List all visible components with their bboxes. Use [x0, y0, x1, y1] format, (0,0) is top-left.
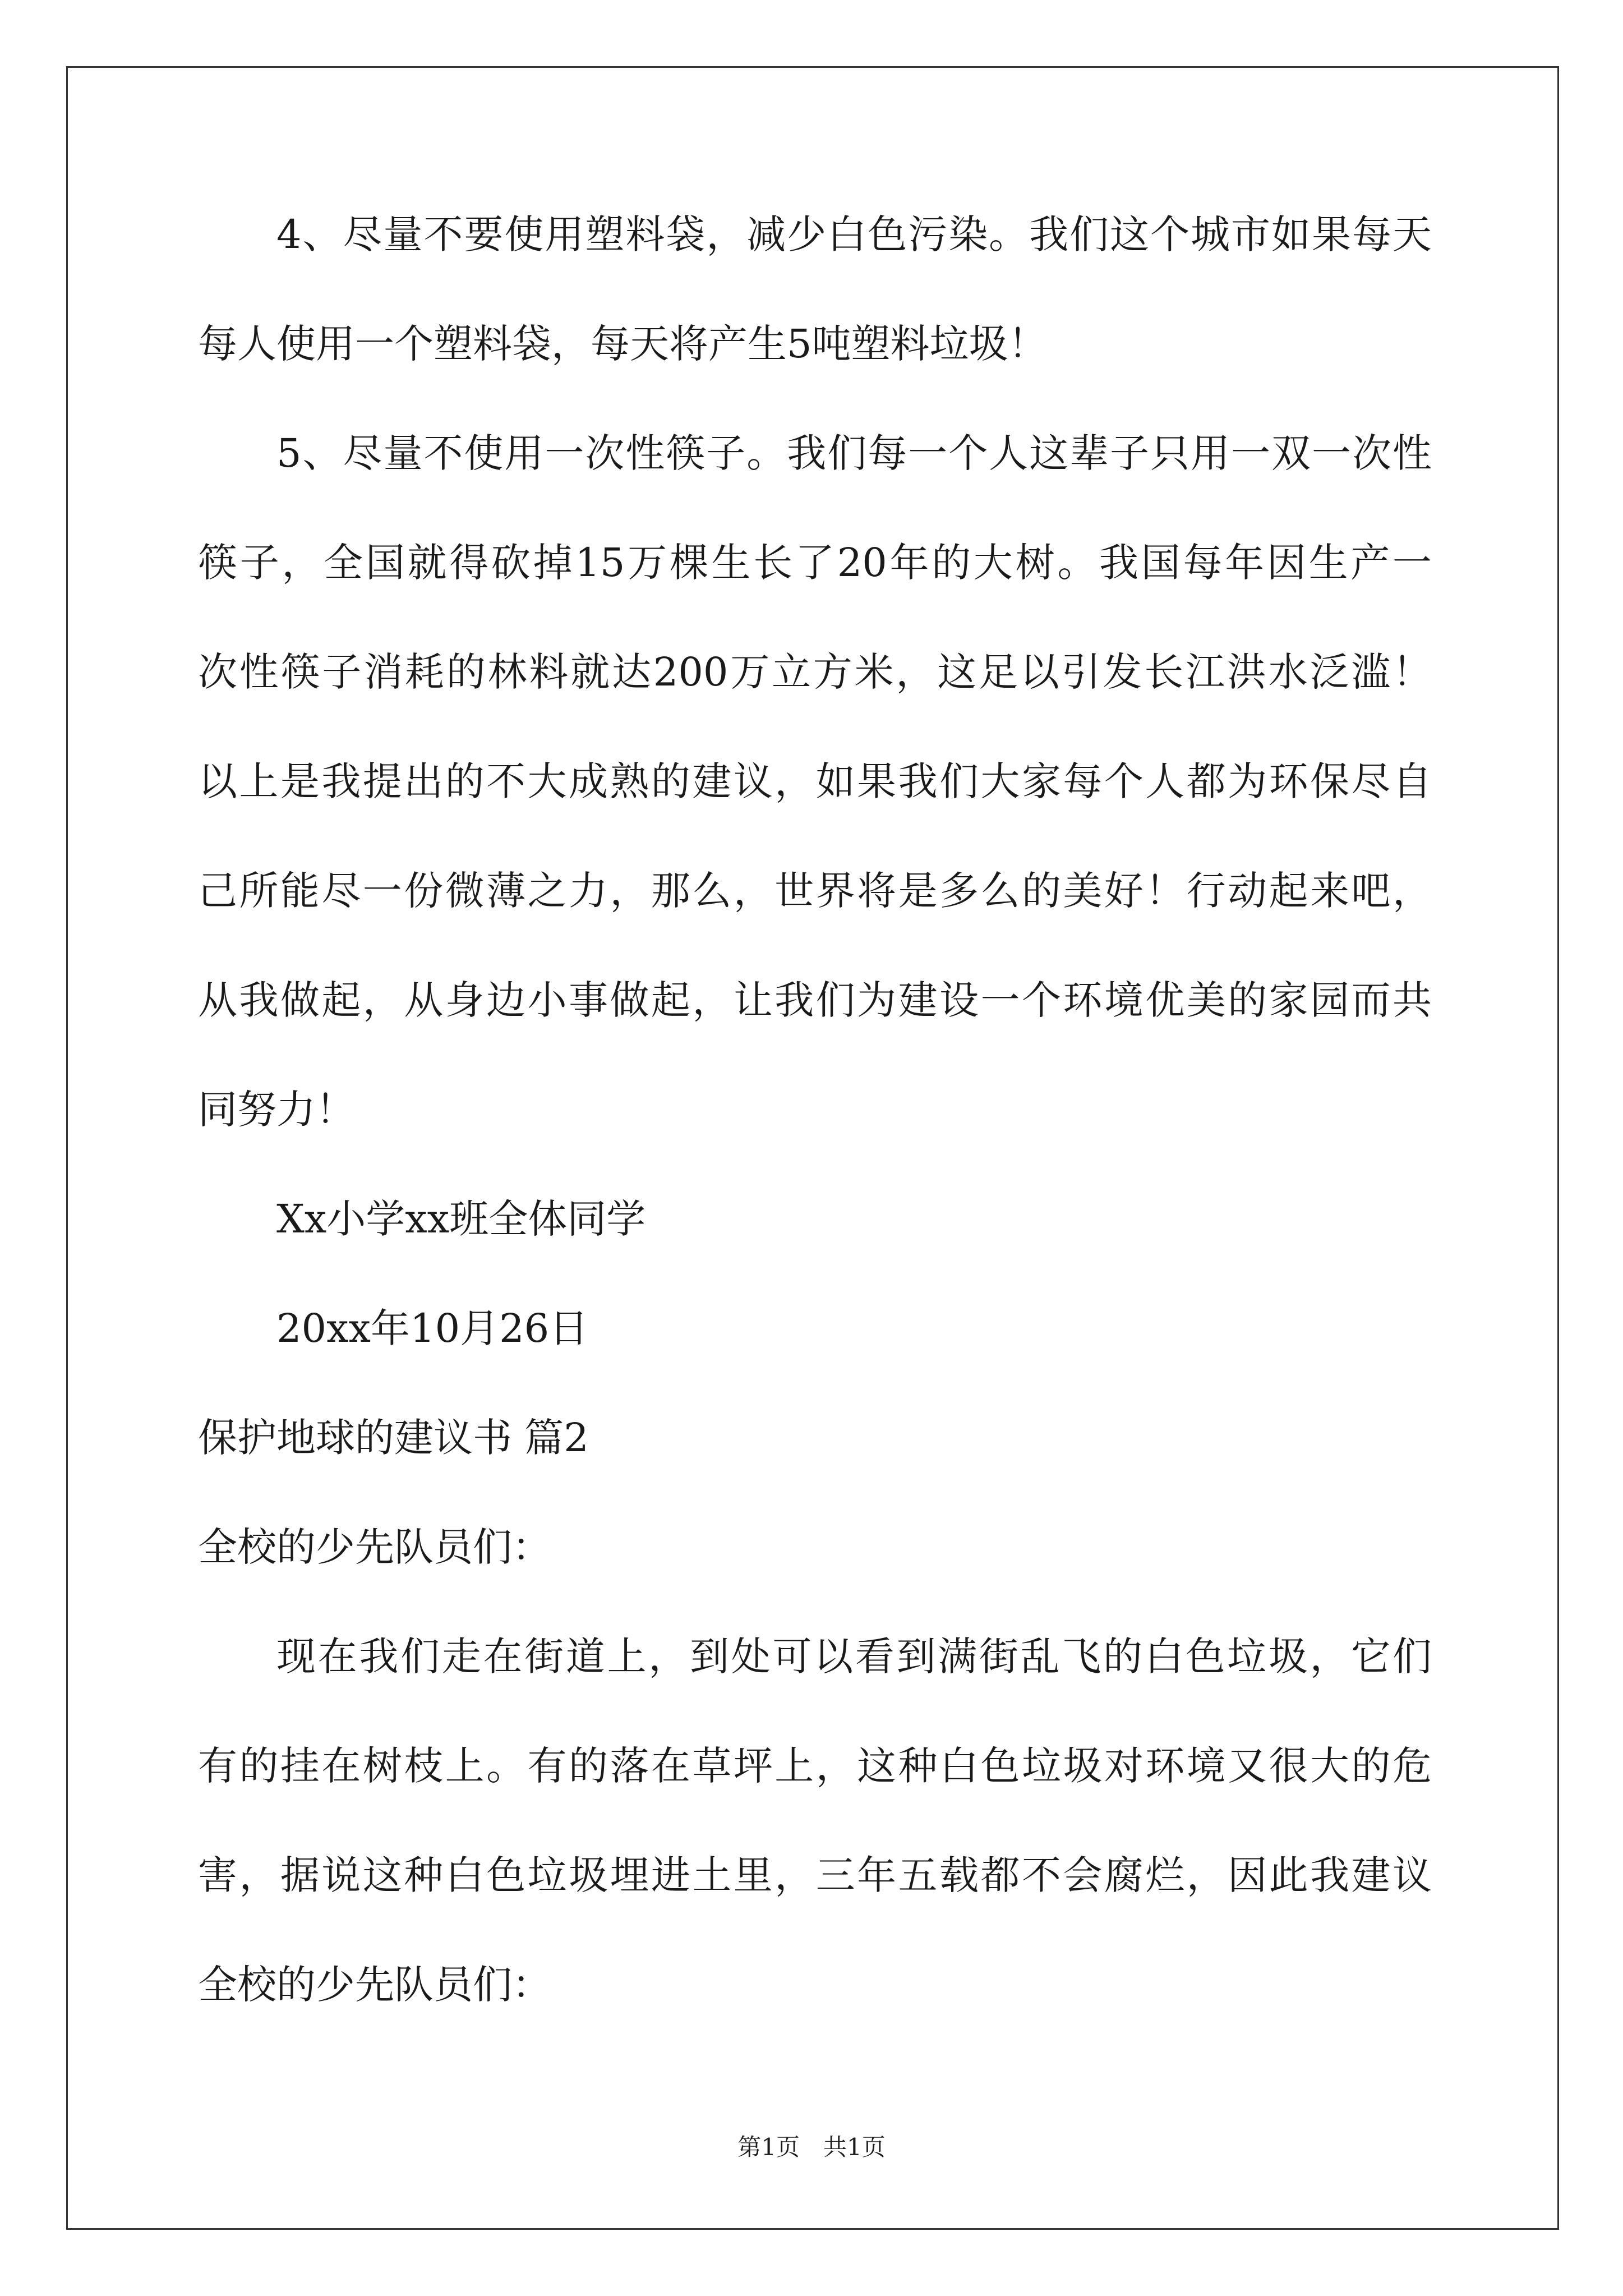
paragraph-line: 现在我们走在街道上，到处可以看到满街乱飞的白色垃圾，它们	[276, 1634, 1432, 1680]
paragraph-line: 害，据说这种白色垃圾埋进土里，三年五载都不会腐烂，因此我建议	[198, 1852, 1432, 1898]
page-border	[66, 66, 1559, 2230]
page-number: 第1页 共1页	[737, 2133, 886, 2161]
paragraph-line: 有的挂在树枝上。有的落在草坪上，这种白色垃圾对环境又很大的危	[198, 1743, 1432, 1789]
date-line: 20xx年10月26日	[276, 1305, 589, 1351]
paragraph-line: 以上是我提出的不大成熟的建议，如果我们大家每个人都为环保尽自	[198, 758, 1432, 804]
salutation: 全校的少先队员们：	[198, 1524, 551, 1570]
paragraph-line: 同努力！	[198, 1087, 355, 1133]
signature-line: Xx小学xx班全体同学	[276, 1196, 646, 1242]
paragraph-line: 5、尽量不使用一次性筷子。我们每一个人这辈子只用一双一次性	[276, 430, 1432, 476]
section-title: 保护地球的建议书 篇2	[198, 1415, 589, 1461]
paragraph-line: 筷子，全国就得砍掉15万棵生长了20年的大树。我国每年因生产一	[198, 540, 1432, 586]
paragraph-line: 4、尽量不要使用塑料袋，减少白色污染。我们这个城市如果每天	[276, 211, 1432, 257]
paragraph-line: 己所能尽一份微薄之力，那么，世界将是多么的美好！行动起来吧，	[198, 868, 1432, 914]
paragraph-line: 全校的少先队员们：	[198, 1962, 551, 2008]
paragraph-line: 从我做起，从身边小事做起，让我们为建设一个环境优美的家园而共	[198, 977, 1432, 1023]
paragraph-line: 次性筷子消耗的林料就达200万立方米，这足以引发长江洪水泛滥！	[198, 649, 1432, 695]
paragraph-line: 每人使用一个塑料袋，每天将产生5吨塑料垃圾！	[198, 321, 1048, 367]
